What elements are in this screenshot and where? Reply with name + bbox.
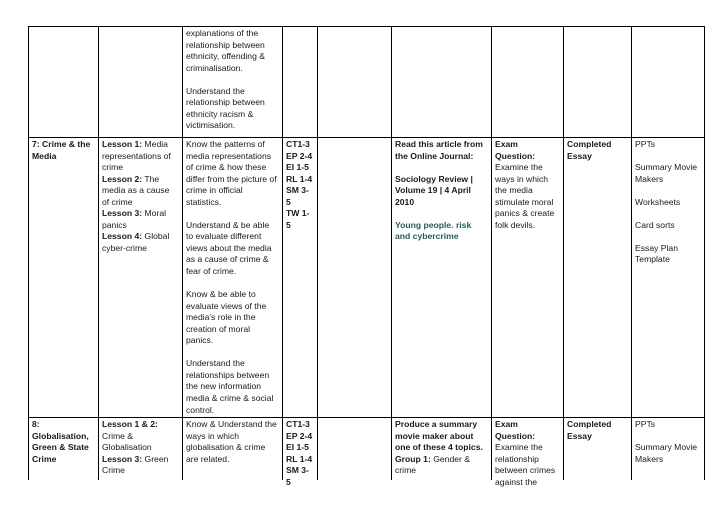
- topic-title: 8: Globalisation, Green & State Crime: [32, 419, 89, 464]
- spare-cell: [318, 27, 392, 138]
- outcome-text: explanations of the relationship between ethnicity, offending & criminalisation.: [186, 28, 265, 73]
- lesson-text: Crime & Globalisation: [102, 430, 152, 453]
- outcome-text: Know & Understand the ways in which globalisation & crime are related.: [186, 419, 277, 464]
- resource-item: PPTs: [635, 419, 656, 430]
- skills-cell: [283, 418, 318, 487]
- exam-cell: [492, 138, 564, 418]
- exam-label: Exam Question:: [495, 139, 536, 161]
- skill-code: EI 1-5: [286, 162, 309, 173]
- scheme-of-work-table: [28, 26, 705, 487]
- lesson-label: Lesson 4:: [102, 231, 143, 242]
- group-text: Gender & crime: [395, 453, 470, 476]
- table-row: [29, 27, 705, 138]
- outcomes-cell: [183, 138, 283, 418]
- lesson-text: Moral panics: [102, 208, 167, 230]
- exam-cell: [492, 418, 564, 487]
- lesson-item: [102, 419, 178, 454]
- resource-item: PPTs: [635, 139, 656, 149]
- completed-cell: [564, 27, 632, 138]
- skill-code: EP 2-4: [286, 150, 313, 161]
- resource-item: Summary Movie Makers: [635, 442, 698, 464]
- lesson-item: [102, 139, 178, 174]
- exam-text: Examine the ways in which the media stimulate moral panics & create folk devils.: [495, 162, 555, 230]
- skill-code: SM 3-5: [286, 465, 309, 487]
- spare-cell: [318, 138, 392, 418]
- skills-cell: [283, 138, 318, 418]
- lesson-label: Lesson 1 & 2:: [102, 419, 158, 430]
- lesson-text: Green Crime: [102, 453, 169, 476]
- lesson-label: Lesson 3:: [102, 208, 143, 219]
- completed-text: Completed Essay: [567, 139, 612, 161]
- exam-label: Exam Question:: [495, 419, 536, 441]
- completed-cell: [564, 418, 632, 481]
- lesson-text: Global cyber-crime: [102, 231, 170, 253]
- skill-code: CT1-3: [286, 419, 310, 430]
- lesson-label: Lesson 2:: [102, 173, 143, 184]
- outcome-text: Understand the relationship between ethnicity racism & victimisation.: [186, 85, 265, 131]
- summary-instruction: Produce a summary movie maker about one of these 4 topics.: [395, 419, 483, 453]
- lesson-text: The media as a cause of crime: [102, 173, 170, 207]
- outcome-text: Know the patterns of media representations of crime & how these differ from the picture of crime in official statistics.: [186, 139, 277, 207]
- lesson-text: Media representations of crime: [102, 139, 171, 173]
- lesson-item: [102, 208, 178, 231]
- outcomes-cell: [183, 418, 283, 481]
- exam-cell: [492, 27, 564, 138]
- skills-cell: [283, 27, 318, 138]
- exam-text: Examine the relationship between crimes against the: [495, 442, 556, 487]
- resource-item: Worksheets: [635, 196, 681, 207]
- lesson-item: [102, 454, 178, 477]
- table-row: [29, 138, 705, 418]
- resource-item: Card sorts: [635, 219, 675, 230]
- topic-cell: [29, 27, 99, 138]
- reading-source: Sociology Review | Volume 19 | 4 April 2010: [395, 173, 473, 207]
- lessons-cell: [99, 138, 183, 418]
- skill-code: TW 1-5: [286, 208, 310, 230]
- skill-code: RL 1-4: [286, 173, 313, 184]
- topic-title: 7: Crime & the Media: [32, 139, 91, 161]
- lessons-cell: [99, 27, 183, 138]
- lesson-label: Lesson 3:: [102, 453, 143, 464]
- lesson-item: [102, 231, 178, 254]
- skill-code: RL 1-4: [286, 453, 313, 464]
- resource-item: Summary Movie Makers: [635, 162, 698, 184]
- resources-cell: [632, 27, 705, 138]
- skill-code: EP 2-4: [286, 430, 313, 441]
- lesson-item: [102, 174, 178, 209]
- completed-text: Completed Essay: [567, 419, 612, 441]
- outcome-text: Know & be able to evaluate views of the media's role in the creation of moral panics.: [186, 289, 267, 346]
- reading-cell: [392, 138, 492, 418]
- skill-code: SM 3-5: [286, 185, 309, 207]
- reading-cell: [392, 418, 492, 481]
- lesson-label: Lesson 1:: [102, 139, 143, 149]
- resource-item: Essay Plan Template: [635, 242, 678, 265]
- group-label: Group 1:: [395, 453, 431, 464]
- resources-cell: [632, 138, 705, 418]
- outcome-text: Understand the relationships between the new information media & crime & social control.: [186, 358, 274, 415]
- reading-instruction: Read this article from the Online Journal:: [395, 139, 483, 161]
- completed-cell: [564, 138, 632, 418]
- outcomes-cell: [183, 27, 283, 138]
- skill-code: EI 1-5: [286, 442, 309, 453]
- topic-cell: [29, 418, 99, 481]
- outcome-text: Understand & be able to evaluate different views about the media as a cause of crime & fear of crime.: [186, 219, 272, 277]
- reading-cell: [392, 27, 492, 138]
- table-row: [29, 418, 705, 481]
- resources-cell: [632, 418, 705, 481]
- article-link[interactable]: Young people. risk and cybercrime: [395, 219, 472, 242]
- skill-code: CT1-3: [286, 139, 310, 149]
- spare-cell: [318, 418, 392, 481]
- lessons-cell: [99, 418, 183, 481]
- topic-cell: [29, 138, 99, 418]
